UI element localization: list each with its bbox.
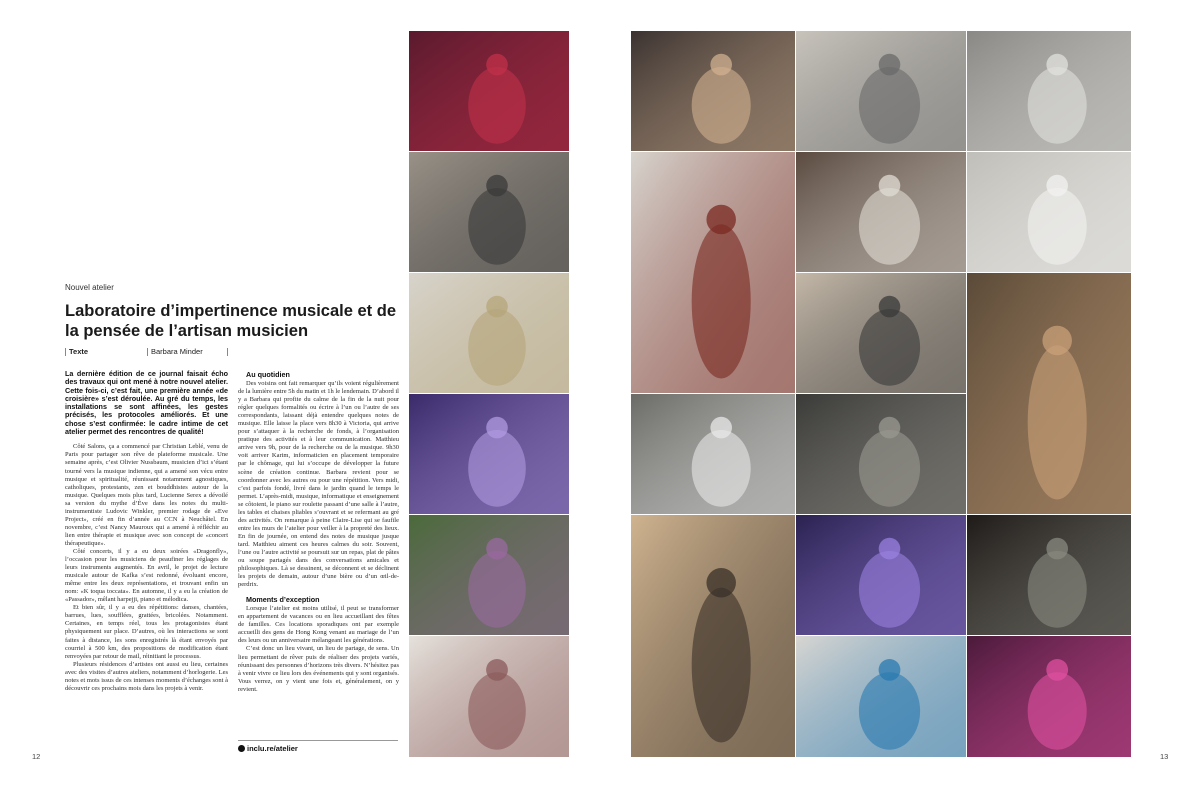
photo-accordion-flute-rehearsal-image xyxy=(409,152,569,272)
photo-band-performance xyxy=(631,31,795,151)
photo-woman-reading-aloud-image xyxy=(796,636,966,757)
paragraph: Côté Salons, ça a commencé par Christian Leblé, venu de Paris pour partager son rêve de plateforme musicale. Une semaine après, c’est Olivier Nussbaum, musicien d’ici s’étant tourné vers la musique indienne, qui a amené son vécu entre musique et spiritualité, réunissant notamment agnostiques, catholiques, protestants, zen et bouddhistes autour de la musique. Quelques mois plus tard, Lucienne Serex a dévoilé sa version du mythe d’Ève dans les notes du multi-instrumentiste Ludovic Winkler, premier rodage de «Eve Project», créé en fin d’année au CCN à Neuchâtel. En novembre, c’est Nancy Mauroux qui a amené à réfléchir au lien entre thérapie et musique avec son concept de «concert thérapeutique». xyxy=(65,443,228,547)
article-lead: La dernière édition de ce journal faisait écho des travaux qui ont mené à notre nouvel atelier. Cette fois-ci, c’est fait, une première année «de croisière» s’est déroulée. Au gré du temps, les installations se sont affinées, les gestes précisés, les protocoles améliorés. Et une chose s’est confirmée: le cadre intime de cet atelier permet des rencontres de qualité! xyxy=(65,369,228,437)
photo-group-in-salon-image xyxy=(796,31,966,151)
photo-purple-lit-room-image xyxy=(409,394,569,514)
footer-link-text: inclu.re/atelier xyxy=(247,744,298,753)
photo-woman-raising-arms-image xyxy=(409,636,569,757)
photo-man-gesturing-speaking-image xyxy=(631,152,795,393)
article-column-1 xyxy=(65,370,228,693)
photo-guitarist-red-stage-image xyxy=(409,31,569,151)
photo-thistle-flower-image xyxy=(409,515,569,635)
photo-tables-set-up-room-image xyxy=(967,152,1131,272)
paragraph: Des voisins ont fait remarquer qu’ils voient régulièrement de la lumière entre 5h du matin et 1h le lendemain. D’abord il y a Barbara qui profite du calme de la fin de la nuit pour régler quelques formalités ou écrire à l’un ou l’autre de ses correspondants, laissant déjà entendre quelques notes de musique. Elle laisse la place vers 8h30 à Victoria, qui arrive pour s’attaquer à la recherche de fonds, à l’organisation pratique des activités et à leur communication. Matthieu arrive vers 9h, pour de la recherche ou de la musique. 9h30 voit arriver Karim, informaticien en placement temporaire par le chômage, qui lui s’occupe de développer la future scène de création continue. Barbara revient pour se coordonner avec les autres ou pour une répétition. Vers midi, c’est parfois fondé, livré dans le jardin quand le temps le permet. L’après-midi, musique, informatique et enseignement se côtoient, le piano sur roulette passant d’une salle à l’autre, les tables et chaises pliables s’ouvrant et se refermant au gré des activités. On remarque à peine Claire-Lise qui se faufile entre les murs de l’atelier pour veiller à la propreté des lieux. En fin de journée, on entend des notes de musique jusque tard. Matthieu aiment ces heures calmes du soir. Souvent, l’une ou l’autre activité se poursuit sur un repas, plat de pâtes ou soupe partagés dans des conversations amicales et philosophiques. Là se dessinent, se déconnent et se déclinent les projets de demain, autour d’une bière ou d’un œil-de-perdrix. xyxy=(238,380,399,589)
credit-divider xyxy=(227,348,228,356)
subheading-au-quotidien: Au quotidien xyxy=(246,370,290,379)
photo-dark-screening xyxy=(967,515,1131,635)
paragraph: Et bien sûr, il y a eu des répétitions: danses, chantées, barrues, lues, soufflées, grattées, bricolées. Notamment. Certaines, en temps réel, tous les protagonistes étant physiquement sur place. D’autres, où les interactions se sont faites à distance, les sons enregistrés là étant envoyés par courriel à 500 km, des propositions de modification étant renvoyées par retour de mail, réinitiant le processus. xyxy=(65,604,228,660)
photo-band-performance-image xyxy=(631,31,795,151)
link-icon xyxy=(238,745,245,752)
photo-accordion-flute-rehearsal xyxy=(409,152,569,272)
footer-link[interactable] xyxy=(238,744,298,753)
photo-floor-cushions-sticks-image xyxy=(631,394,795,514)
photo-man-at-computer xyxy=(796,152,966,272)
credit-divider xyxy=(65,348,66,356)
paragraph: C’est donc un lieu vivant, un lieu de partage, de sens. Un lieu permettant de rêver puis de réaliser des projets variés, réunissant des personnes d’horizons très divers. N’hésitez pas à venir vivre ce lieu lors des événements qui y sont organisés. Vous verrez, on y vient une fois et, généralement, on y revient. xyxy=(238,645,399,693)
photo-moving-boxes-image xyxy=(967,31,1131,151)
photo-flutist-duo-closeup xyxy=(967,273,1131,514)
photo-headphones-computers-image xyxy=(796,273,966,393)
photo-woman-with-music-stand-image xyxy=(796,394,966,514)
photo-pink-keyboard-performance xyxy=(967,636,1131,757)
photo-purple-lit-room xyxy=(409,394,569,514)
photo-woman-raising-arms xyxy=(409,636,569,757)
credit-author: Barbara Minder xyxy=(151,347,203,356)
photo-woman-painting-poster xyxy=(631,515,795,757)
credit-divider xyxy=(147,348,148,356)
photo-group-in-salon xyxy=(796,31,966,151)
section-rubric: Nouvel atelier xyxy=(65,283,114,292)
photo-tables-set-up-room xyxy=(967,152,1131,272)
photo-moving-boxes xyxy=(967,31,1131,151)
photo-man-gesturing-speaking xyxy=(631,152,795,393)
photo-floor-cushions-sticks xyxy=(631,394,795,514)
paragraph: Plusieurs résidences d’artistes ont aussi eu lieu, certaines avec des visites d’autres ateliers, notamment d’horlogerie. Les notes et mots issus de ces intenses moments d’échanges sont à découvrir ces prochains mois dans les projets à venir. xyxy=(65,660,228,692)
credit-label: Texte xyxy=(69,347,89,356)
page-number-right: 13 xyxy=(1160,752,1169,761)
photo-thistle-flower xyxy=(409,515,569,635)
photo-flute-keys-closeup xyxy=(409,273,569,393)
photo-headphones-computers xyxy=(796,273,966,393)
photo-flute-keys-closeup-image xyxy=(409,273,569,393)
paragraph: Lorsque l’atelier est moins utilisé, il peut se transformer en appartement de vacances ou en lieu accueillant des fêtes de familles. Ces locations sporadiques ont par exemple accueilli des gens de Hong Kong venant au mariage de l’un des leurs ou un anniversaire mélangeant les générations. xyxy=(238,605,399,645)
photo-woman-painting-poster-image xyxy=(631,515,795,757)
photo-guitarist-red-stage xyxy=(409,31,569,151)
article-column-2 xyxy=(238,370,399,694)
photo-woman-with-music-stand xyxy=(796,394,966,514)
photo-woman-reading-aloud xyxy=(796,636,966,757)
photo-pink-keyboard-performance-image xyxy=(967,636,1131,757)
photo-man-at-computer-image xyxy=(796,152,966,272)
photo-violet-stage-musicians xyxy=(796,515,966,635)
article-credits xyxy=(65,347,235,357)
photo-flutist-duo-closeup-image xyxy=(967,273,1131,514)
photo-dark-screening-image xyxy=(967,515,1131,635)
page-number-left: 12 xyxy=(32,752,41,761)
article-title: Laboratoire d’impertinence musicale et de la pensée de l’artisan musicien xyxy=(65,302,397,340)
paragraph: Côté concerts, il y a eu deux soirées «Dragonfly», l’occasion pour les musiciens de peaufiner les réglages de leurs instruments augmentés. En avril, le projet de lecture musicale autour de Kafka s’est redonné, évoluant encore, même entre les deux représentations, et trouvant enfin un nom: «K toqua toccata». En automne, il y a eu la création de «Passador», mêlant harpejji, piano et mélodica. xyxy=(65,547,228,604)
photo-violet-stage-musicians-image xyxy=(796,515,966,635)
subheading-moments-exception: Moments d’exception xyxy=(246,595,320,605)
footer-divider xyxy=(238,740,398,741)
